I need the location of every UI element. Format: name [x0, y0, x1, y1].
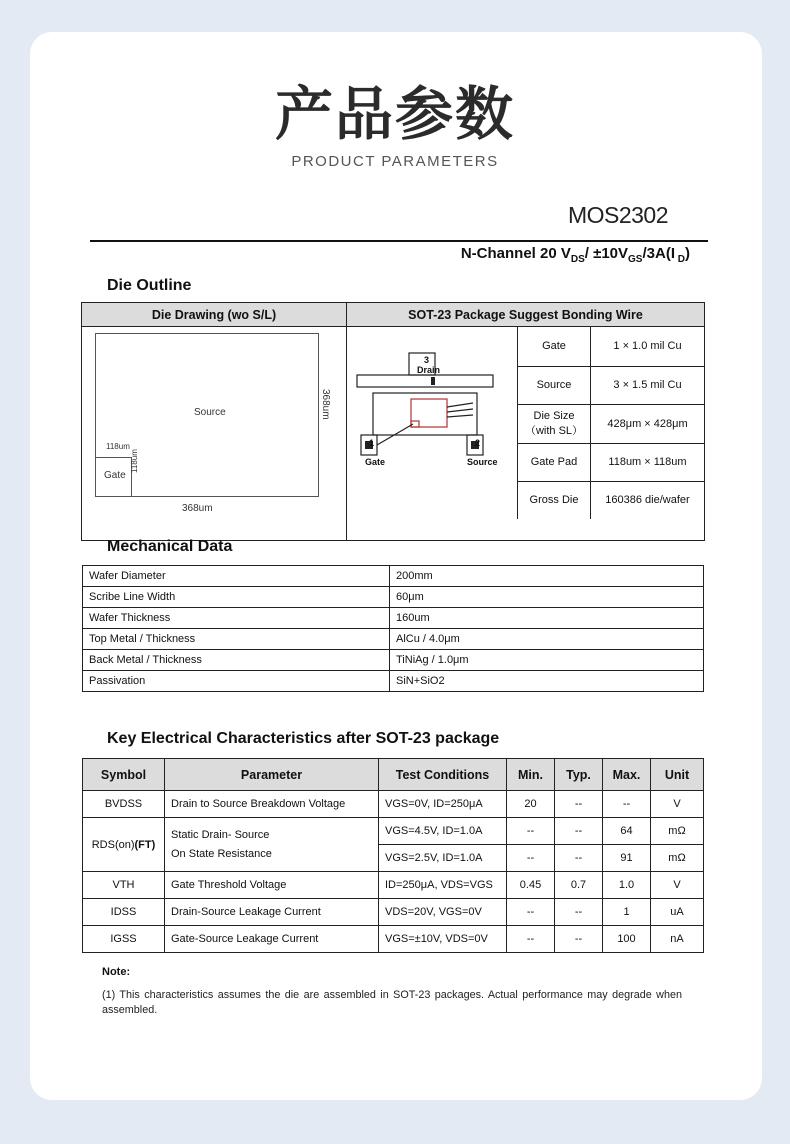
mech-value: 200mm: [390, 566, 704, 587]
bond-label-gross-die: Gross Die: [518, 481, 591, 519]
pin3-name: Drain: [417, 365, 441, 375]
col-max: Max.: [603, 759, 651, 791]
max-cell: --: [603, 791, 651, 818]
symbol-cell: IDSS: [83, 899, 165, 926]
mech-name: Passivation: [83, 671, 390, 692]
bond-value-die-size: 428μm × 428μm: [591, 404, 705, 443]
die-width-label: 368um: [182, 503, 213, 514]
col-symbol: Symbol: [83, 759, 165, 791]
table-row: [83, 650, 704, 671]
table-row: [83, 818, 704, 845]
sot23-cell: [347, 327, 518, 519]
mech-value: 160um: [390, 608, 704, 629]
model-number: MOS2302: [567, 202, 668, 228]
bonding-layout: [347, 327, 704, 519]
symbol-cell: IGSS: [83, 926, 165, 953]
conditions-cell: VGS=±10V, VDS=0V: [379, 926, 507, 953]
parameter-cell: Drain-Source Leakage Current: [165, 899, 379, 926]
max-cell: 1: [603, 899, 651, 926]
min-cell: --: [507, 818, 555, 845]
max-cell: 91: [603, 845, 651, 872]
bonding-spec-cell: [518, 327, 705, 519]
die-outline-table: [81, 302, 705, 541]
mech-name: Scribe Line Width: [83, 587, 390, 608]
symbol-cell: VTH: [83, 872, 165, 899]
mech-name: Wafer Thickness: [83, 608, 390, 629]
mech-name: Back Metal / Thickness: [83, 650, 390, 671]
unit-cell: V: [651, 791, 704, 818]
min-cell: --: [507, 899, 555, 926]
unit-cell: V: [651, 872, 704, 899]
col-unit: Unit: [651, 759, 704, 791]
table-row: [83, 791, 704, 818]
bonding-spec-table: [518, 327, 704, 519]
table-row: [83, 629, 704, 650]
col-typ: Typ.: [555, 759, 603, 791]
die-drawing-header: Die Drawing (wo S/L): [82, 303, 347, 327]
bond-value-gate: 1 × 1.0 mil Cu: [591, 327, 705, 366]
gate-width-label: 118um: [106, 442, 130, 451]
electrical-table: [82, 758, 704, 953]
unit-cell: mΩ: [651, 845, 704, 872]
pin1-name: Gate: [365, 457, 386, 467]
sot23-diagram: [347, 327, 517, 518]
max-cell: 64: [603, 818, 651, 845]
min-cell: 20: [507, 791, 555, 818]
note-heading: Note:: [102, 966, 131, 978]
conditions-cell: ID=250μA, VDS=VGS: [379, 872, 507, 899]
parameter-cell: Drain to Source Breakdown Voltage: [165, 791, 379, 818]
die-height-label: 368um: [320, 389, 331, 420]
mech-value: SiN+SiO2: [390, 671, 704, 692]
typ-cell: --: [555, 899, 603, 926]
min-cell: --: [507, 926, 555, 953]
pin3-number: 3: [424, 355, 430, 365]
bond-label-gate-pad: Gate Pad: [518, 443, 591, 481]
min-cell: 0.45: [507, 872, 555, 899]
typ-cell: --: [555, 926, 603, 953]
die-drawing-cell: [82, 327, 347, 541]
parameter-cell: Gate-Source Leakage Current: [165, 926, 379, 953]
bond-value-gross-die: 160386 die/wafer: [591, 481, 705, 519]
conditions-cell: VGS=0V, ID=250μA: [379, 791, 507, 818]
col-parameter: Parameter: [165, 759, 379, 791]
sot23-package-icon: [347, 327, 517, 518]
conditions-cell: VGS=2.5V, ID=1.0A: [379, 845, 507, 872]
typ-cell: --: [555, 791, 603, 818]
bond-label-die-size: Die Size （with SL）: [518, 404, 591, 443]
unit-cell: nA: [651, 926, 704, 953]
typ-cell: --: [555, 818, 603, 845]
note-text: (1) This characteristics assumes the die are assembled in SOT-23 packages. Actual performance may degrade when assembled.: [102, 989, 682, 1016]
mech-value: AlCu / 4.0μm: [390, 629, 704, 650]
typ-cell: --: [555, 845, 603, 872]
mechanical-heading: Mechanical Data: [107, 538, 233, 555]
max-cell: 1.0: [603, 872, 651, 899]
table-row: [83, 608, 704, 629]
typ-cell: 0.7: [555, 872, 603, 899]
pin2-number: 2: [475, 438, 481, 448]
mech-value: TiNiAg / 1.0μm: [390, 650, 704, 671]
parameter-cell: Static Drain- Source On State Resistance: [165, 818, 379, 872]
gate-height-label: 118um: [130, 449, 139, 473]
header-divider: [90, 240, 708, 242]
max-cell: 100: [603, 926, 651, 953]
die-drawing: [82, 327, 346, 540]
pin2-name: Source: [467, 457, 498, 467]
bonding-header: SOT-23 Package Suggest Bonding Wire: [347, 303, 705, 327]
bond-label-source: Source: [518, 366, 591, 404]
table-row: [83, 872, 704, 899]
mech-value: 60μm: [390, 587, 704, 608]
mechanical-table: [82, 565, 704, 692]
symbol-cell: BVDSS: [83, 791, 165, 818]
unit-cell: uA: [651, 899, 704, 926]
mech-name: Top Metal / Thickness: [83, 629, 390, 650]
table-row: [83, 566, 704, 587]
die-source-label: Source: [194, 407, 226, 418]
table-row: [83, 671, 704, 692]
table-row: [83, 587, 704, 608]
channel-spec: N-Channel 20 $V_{DS}/ \pm 10V_{GS}/3A(I$ $_D$): [460, 245, 690, 265]
conditions-cell: VGS=4.5V, ID=1.0A: [379, 818, 507, 845]
bonding-cell: [347, 327, 705, 541]
pin1-number: 1: [369, 438, 375, 448]
conditions-cell: VDS=20V, VGS=0V: [379, 899, 507, 926]
page-title-en: PRODUCT PARAMETERS: [291, 153, 499, 170]
table-row: [83, 899, 704, 926]
electrical-heading: Key Electrical Characteristics after SOT-23 package: [107, 730, 500, 747]
col-min: Min.: [507, 759, 555, 791]
bond-label-gate: Gate: [518, 327, 591, 366]
unit-cell: mΩ: [651, 818, 704, 845]
die-gate-label: Gate: [104, 470, 126, 481]
mech-name: Wafer Diameter: [83, 566, 390, 587]
bond-value-gate-pad: 118um × 118um: [591, 443, 705, 481]
die-outline-heading: Die Outline: [107, 277, 192, 294]
table-row: [83, 926, 704, 953]
col-conditions: Test Conditions: [379, 759, 507, 791]
bond-value-source: 3 × 1.5 mil Cu: [591, 366, 705, 404]
page-title-cn: 产品参数: [274, 80, 515, 148]
min-cell: --: [507, 845, 555, 872]
symbol-cell: RDS(on)(FT): [83, 818, 165, 872]
parameter-cell: Gate Threshold Voltage: [165, 872, 379, 899]
